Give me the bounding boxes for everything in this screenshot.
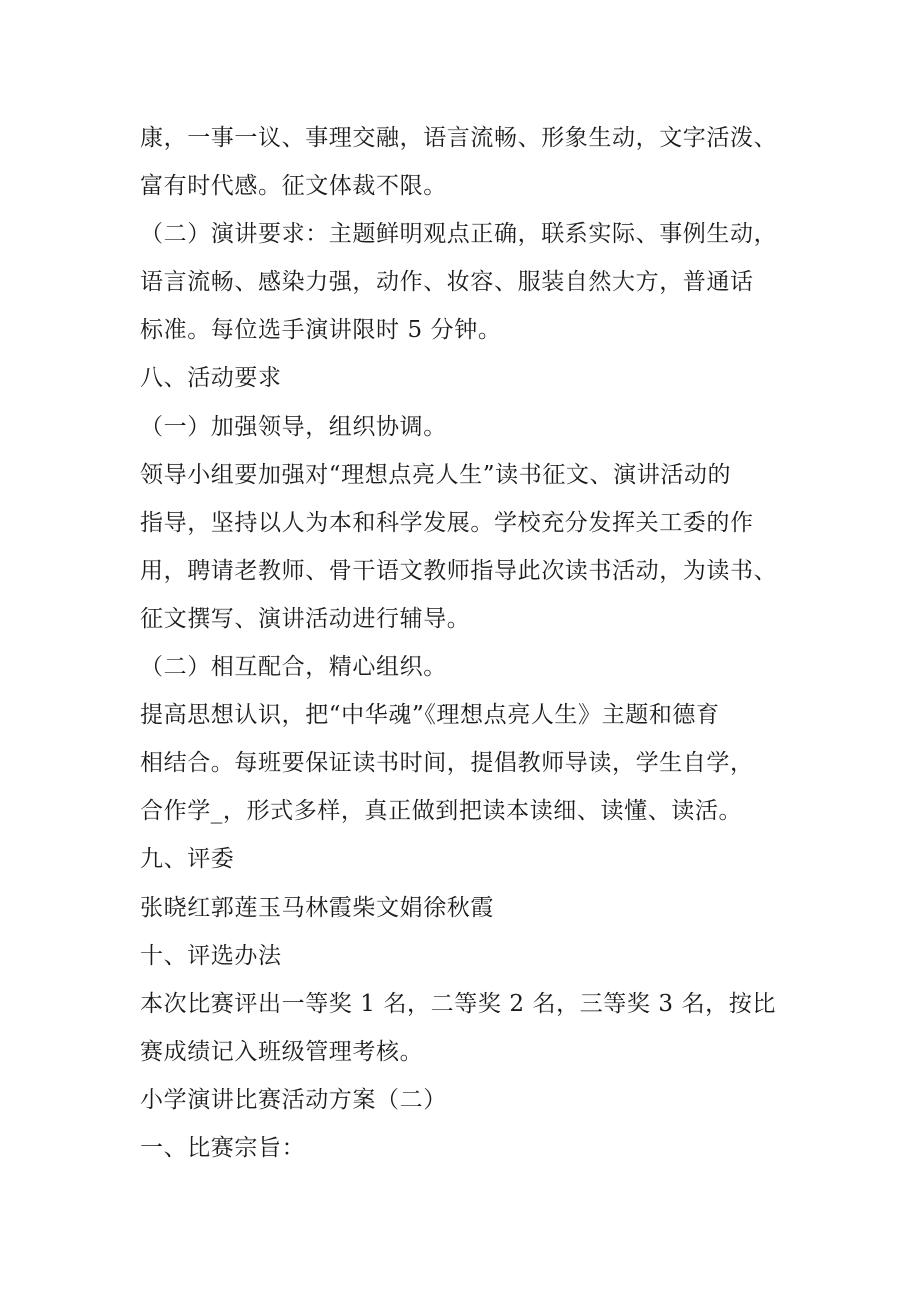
text-line-2: 富有时代感。征文体裁不限。 <box>140 173 447 200</box>
plan-title-two: 小学演讲比赛活动方案（二） <box>140 1086 447 1113</box>
text-line-13: 提高思想认识，把“中华魂”《理想点亮人生》主题和德育 <box>140 702 720 729</box>
text-line-3: （二）演讲要求：主题鲜明观点正确，联系实际、事例生动， <box>140 221 778 248</box>
document-body <box>140 114 820 1172</box>
text-line-4: 语言流畅、感染力强，动作、妆容、服装自然大方，普通话 <box>140 269 754 296</box>
text-line-8: 领导小组要加强对“理想点亮人生”读书征文、演讲活动的 <box>140 461 732 488</box>
text-line-11: 征文撰写、演讲活动进行辅导。 <box>140 605 471 632</box>
text-line-9: 指导，坚持以人为本和科学发展。学校充分发挥关工委的作 <box>140 509 754 536</box>
section-heading-selection-method: 十、评选办法 <box>140 942 282 969</box>
section-heading-purpose: 一、比赛宗旨： <box>140 1134 306 1161</box>
subheading-cooperation: （二）相互配合，精心组织。 <box>140 654 447 681</box>
text-line-10: 用，聘请老教师、骨干语文教师指导此次读书活动，为读书、 <box>140 557 778 584</box>
text-line-20: 赛成绩记入班级管理考核。 <box>140 1038 424 1065</box>
text-line-19: 本次比赛评出一等奖 1 名，二等奖 2 名，三等奖 3 名，按比 <box>140 990 776 1017</box>
text-line-15: 合作学_，形式多样，真正做到把读本读细、读懂、读活。 <box>140 798 743 825</box>
text-line-14: 相结合。每班要保证读书时间，提倡教师导读，学生自学， <box>140 750 754 777</box>
text-line-5: 标准。每位选手演讲限时 5 分钟。 <box>140 317 502 344</box>
section-heading-judges: 九、评委 <box>140 846 235 873</box>
text-line-1: 康，一事一议、事理交融，语言流畅、形象生动，文字活泼、 <box>140 125 778 151</box>
subheading-leadership: （一）加强领导，组织协调。 <box>140 413 447 440</box>
judges-names: 张晓红郭莲玉马林霞柴文娟徐秋霞 <box>140 894 494 921</box>
section-heading-activity-requirements: 八、活动要求 <box>140 365 282 392</box>
